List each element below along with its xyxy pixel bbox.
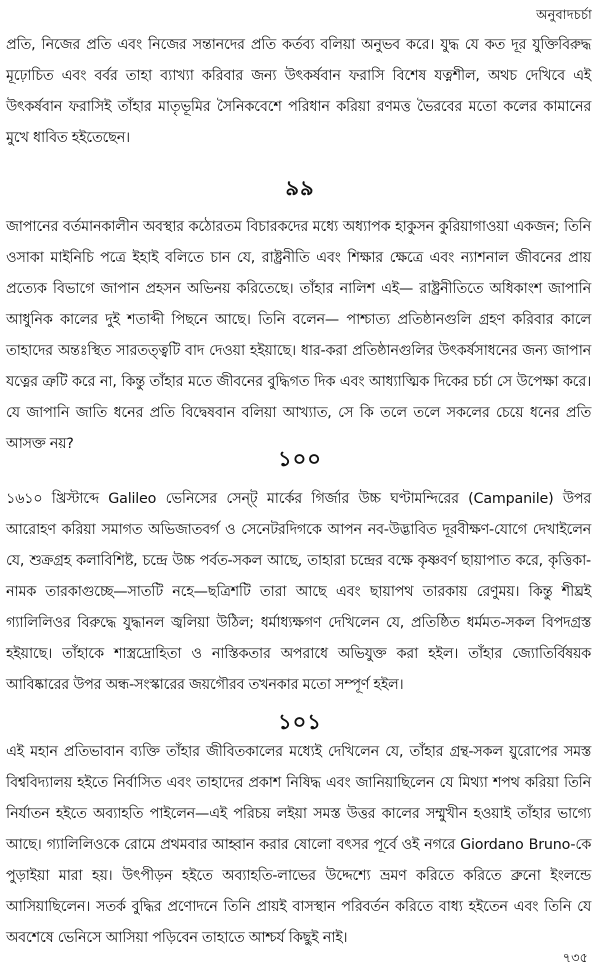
paragraph-text: ১৬১০ খ্রিস্টাব্দে Galileo ভেনিসের সেন্ট্ মার্কের গির্জার উচ্চ ঘণ্টামন্দিরের (Campanile) উপর আরোহণ করিয়া সমাগত অভিজাতবর্গ ও সেনেটরদিগকে আপন নব-উদ্ভাবিত দূরবীক্ষণ-যোগে দেখাইলেন যে, শুক্রগ্রহ কলাবিশিষ্ট, চন্দ্রে উচ্চ পর্বত-সকল আছে, তাহারা চন্দ্রের বক্ষে কৃষ্ণবর্ণ ছায়াপাত করে, কৃত্তিকা-নামক তারকাগুচ্ছে—সাতটি নহে—ছত্রিশটি তারা আছে এবং ছায়াপথ তারকায় রেণুময়। কিন্তু শীঘ্রই গ্যালিলিওর বিরুদ্ধে যুদ্ধানল জ্বলিয়া উঠিল; ধর্মাধ্যক্ষগণ দেখিলেন যে, প্রতিষ্ঠিত ধর্মমত-সকল বিপদগ্রস্ত হইয়াছে। তাঁহাকে শাস্ত্রদ্রোহিতা ও নাস্তিকতার অপরাধে অভিযুক্ত করা হইল। তাঁহার জ্যোতির্বিষয়ক আবিষ্কারের উপর অন্ধ-সংস্কারের জয়গৌরব তখনকার মতো সম্পূর্ণ হইল।	[6, 491, 591, 693]
paragraph-continued	[6, 30, 591, 154]
section-number-100: ১০০	[278, 447, 322, 471]
section-number-101: ১০১	[278, 710, 322, 734]
page-number: ৭৩৫	[562, 951, 588, 966]
paragraph-100	[6, 484, 591, 701]
paragraph-101	[6, 737, 591, 954]
section-number-99: ৯৯	[285, 176, 315, 200]
paragraph-text: প্রতি, নিজের প্রতি এবং নিজের সন্তানদের প্রতি কর্তব্য বলিয়া অনুভব করে। যুদ্ধ যে কত দূর যুক্তিবিরুদ্ধ মূঢ়োচিত এবং বর্বর তাহা ব্যাখ্যা করিবার জন্য উৎকর্ষবান ফরাসি বিশেষ যত্নশীল, অথচ দেখিবে এই উৎকর্ষবান ফরাসিই তাঁহার মাতৃভূমির সৈনিকবেশে পরিধান করিয়া রণমত্ত ভৈরবের মতো কলের কামানের মুখে ধাবিত হইতেছেন।	[6, 37, 591, 146]
running-head: অনুবাদচর্চা	[536, 8, 592, 23]
paragraph-99	[6, 212, 591, 460]
paragraph-text: জাপানের বর্তমানকালীন অবস্থার কঠোরতম বিচারকদের মধ্যে অধ্যাপক হাকুসন কুরিয়াগাওয়া একজন; তিনি ওসাকা মাইনিচি পত্রে ইহাই বলিতে চান যে, রাষ্ট্রনীতি এবং শিক্ষার ক্ষেত্রে এবং ন্যাশনাল জীবনের প্রায় প্রত্যেক বিভাগে জাপান প্রহসন অভিনয় করিতেছে। তাঁহার নালিশ এই— রাষ্ট্রনীতিতে অধিকাংশ জাপানি আধুনিক কালের দুই শতাব্দী পিছনে আছে। তিনি বলেন— পাশ্চাত্য প্রতিষ্ঠানগুলি গ্রহণ করিবার কালে তাহাদের অন্তঃস্থিত সারতত্ত্বটি বাদ দেওয়া হইয়াছে। ধার-করা প্রতিষ্ঠানগুলির উৎকর্ষসাধনের জন্য জাপান যত্নের ত্রুটি করে না, কিন্তু তাঁহার মতে জীবনের বুদ্ধিগত দিক এবং আধ্যাত্মিক দিকের চর্চা সে উপেক্ষা করে। যে জাপানি জাতি ধনের প্রতি বিদ্বেষবান বলিয়া আখ্যাত, সে কি তলে তলে সকলের চেয়ে ধনের প্রতি আসক্ত নয়?	[6, 219, 591, 452]
paragraph-text: এই মহান প্রতিভাবান ব্যক্তি তাঁহার জীবিতকালের মধ্যেই দেখিলেন যে, তাঁহার গ্রন্থ-সকল য়ুরোপের সমস্ত বিশ্ববিদ্যালয় হইতে নির্বাসিত এবং তাহাদের প্রকাশ নিষিদ্ধ এবং জানিয়াছিলেন যে মিথ্যা শপথ করিয়া তিনি নির্যাতন হইতে অব্যাহতি পাইলেন—এই পরিচয় লইয়া সমস্ত উত্তর কালের সম্মুখীন হওয়াই তাঁহার ভাগ্যে আছে। গ্যালিলিওকে রোমে প্রথমবার আহ্বান করার ষোলো বৎসর পূর্বে ওই নগরে Giordano Bruno-কে পুড়াইয়া মারা হয়। উৎপীড়ন হইতে অব্যাহতি-লাভের উদ্দেশ্যে ভ্রমণ করিতে করিতে ব্রুনো ইংলন্ডে আসিয়াছিলেন। সতর্ক বুদ্ধির প্রণোদনে তিনি প্রায়ই বাসস্থান পরিবর্তন করিতে বাধ্য হইতেন এবং তিনি যে অবশেষে ভেনিসে আসিয়া পড়িবেন তাহাতে আশ্চর্য কিছুই নাই।	[6, 744, 591, 946]
